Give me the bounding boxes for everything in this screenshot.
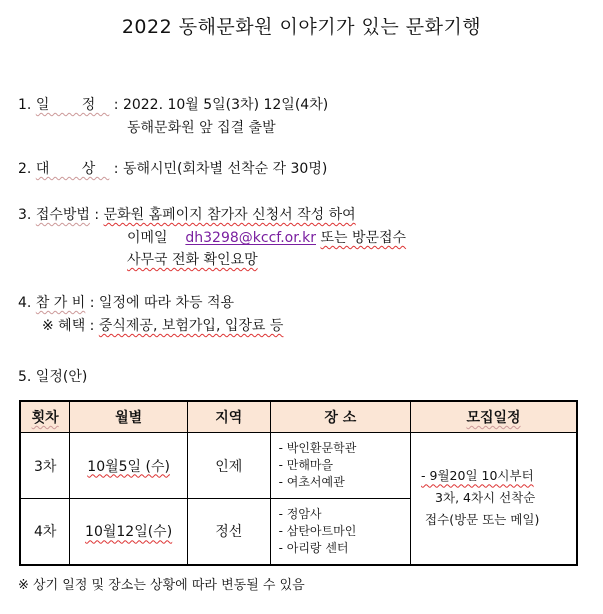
place-item: - 여초서예관 <box>278 475 345 489</box>
phone-confirm-text: 사무국 전화 확인요망 <box>127 252 258 268</box>
recruit-cell <box>411 433 577 565</box>
section-application <box>18 204 356 224</box>
section-target <box>18 158 327 178</box>
place-item: - 만해마을 <box>278 458 334 472</box>
itinerary-table <box>19 400 578 566</box>
separator: : <box>89 295 95 311</box>
separator: : <box>113 161 119 177</box>
table-row <box>20 433 577 499</box>
places-cell <box>270 433 410 499</box>
application-phone-line <box>127 249 258 269</box>
place-item: - 정암사 <box>278 506 322 521</box>
header-round: 횟차 <box>20 401 70 433</box>
table-header-row <box>20 401 577 433</box>
recruit-line: - 9월20일 10시부터 <box>421 468 534 484</box>
application-line1: 문화원 홈페이지 참가자 신청서 작성 하여 <box>103 207 356 223</box>
date-cell: 10월12일(수) <box>70 499 188 565</box>
email-suffix: 또는 방문접수 <box>320 230 407 246</box>
schedule-dates: 2022. 10월 5일(3차) 12일(4차) <box>122 97 329 113</box>
region-cell: 인제 <box>187 433 270 499</box>
section-label: 참 가 비 <box>35 295 86 311</box>
benefit-line <box>42 315 283 335</box>
email-link[interactable]: dh3298@kccf.or.kr <box>185 230 316 246</box>
places-cell <box>270 499 410 565</box>
section-label: 일 정 <box>35 97 110 113</box>
place-item: - 아리랑 센터 <box>278 540 349 555</box>
section-number: 4. <box>18 295 32 311</box>
document-title: 2022 동해문화원 이야기가 있는 문화기행 <box>121 16 482 38</box>
section-number: 1. <box>18 97 32 113</box>
header-place: 장 소 <box>270 401 410 433</box>
benefit-label: ※ 혜택 : <box>42 318 95 334</box>
section-label: 접수방법 <box>35 207 90 223</box>
separator: : <box>94 207 100 223</box>
place-item: - 박인환문학관 <box>278 441 357 455</box>
date-cell: 10월5일 (수) <box>70 433 188 499</box>
place-item: - 삼탄아트마인 <box>278 523 357 538</box>
footnote: ※ 상기 일정 및 장소는 상황에 따라 변동될 수 있음 <box>18 578 305 593</box>
section-number: 3. <box>18 207 32 223</box>
header-recruit: 모집일정 <box>411 401 577 433</box>
header-region: 지역 <box>187 401 270 433</box>
separator: : <box>113 97 119 113</box>
fee-text: 일정에 따라 차등 적용 <box>98 295 234 311</box>
section-itinerary-heading: 5. 일정(안) <box>18 369 88 385</box>
schedule-meeting-point: 동해문화원 앞 집결 출발 <box>127 120 276 136</box>
header-month: 월별 <box>70 401 188 433</box>
email-prefix: 이메일 <box>127 230 168 246</box>
recruit-line: 접수(방문 또는 메일) <box>425 512 540 528</box>
section-schedule <box>18 94 328 114</box>
region-cell: 정선 <box>187 499 270 565</box>
application-email-line <box>127 227 406 247</box>
benefit-text: 중식제공, 보험가입, 입장료 등 <box>98 318 284 334</box>
target-text: 동해시민(회차별 선착순 각 30명) <box>122 161 328 177</box>
recruit-line: 3차, 4차시 선착순 <box>435 490 536 506</box>
round-cell: 4차 <box>20 499 70 565</box>
section-label: 대 상 <box>35 161 110 177</box>
round-cell: 3차 <box>20 433 70 499</box>
section-number: 2. <box>18 161 32 177</box>
section-fee <box>18 292 234 312</box>
